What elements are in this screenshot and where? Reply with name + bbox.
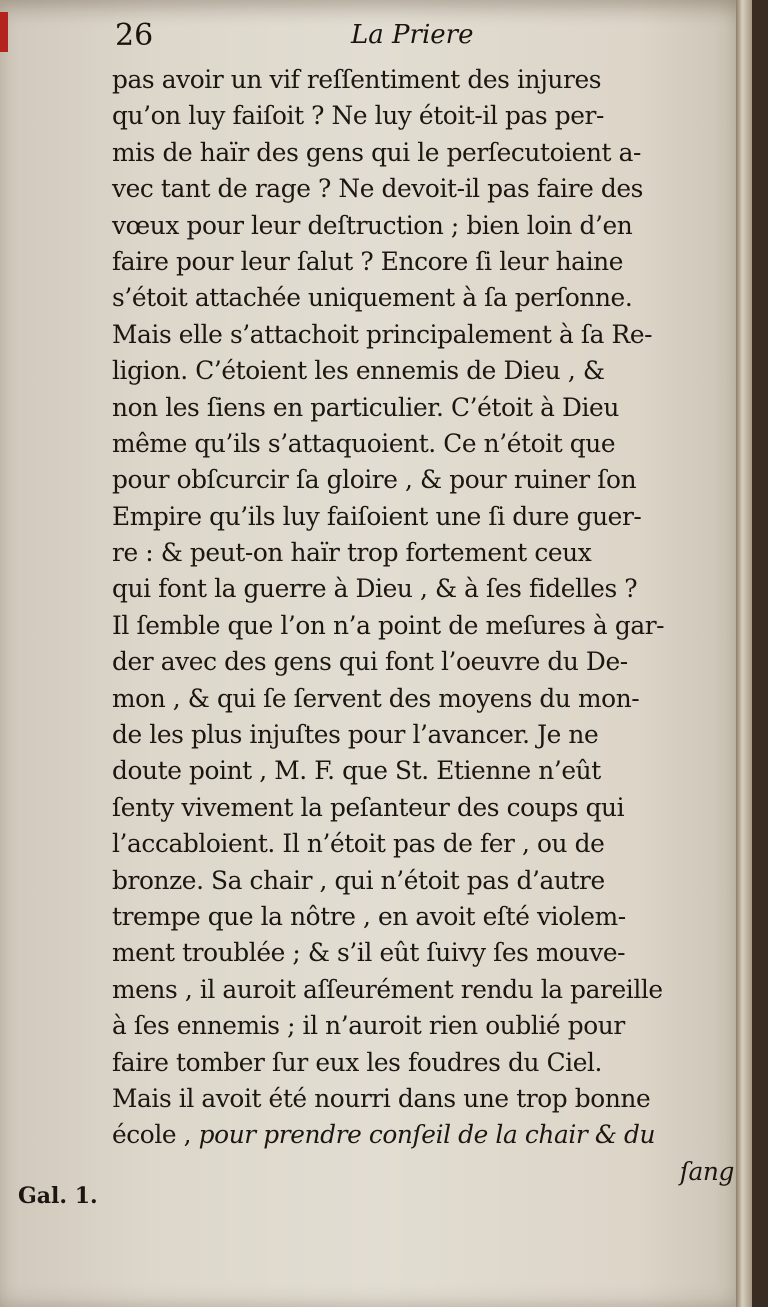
text-line: Mais elle s’attachoit principalement à ſa Re- [112, 319, 653, 349]
text-line: Empire qu’ils luy faiſoient une ſi dure guer- [112, 501, 642, 531]
text-line-mixed [112, 1117, 740, 1153]
text-line: faire pour leur ſalut ? Encore ſi leur haine [112, 246, 624, 276]
text-italic-quote: pour prendre conſeil de la chair & du [198, 1120, 656, 1150]
margin-reference: Gal. 1. [18, 1183, 98, 1209]
text-roman: école , [112, 1120, 199, 1150]
text-line: même qu’ils s’attaquoient. Ce n’étoit que [112, 428, 616, 458]
text-line: ligion. C’étoient les ennemis de Dieu , & [112, 356, 605, 386]
text-line: ſenty vivement la peſanteur des coups qui [112, 792, 625, 822]
text-line: doute point , M. F. que St. Etienne n’eût [112, 756, 601, 786]
page-header [115, 18, 715, 58]
text-line: qui font la guerre à Dieu , & à ſes fidelles ? [112, 574, 638, 604]
text-line: vec tant de rage ? Ne devoit-il pas faire des [112, 174, 643, 204]
text-line: de les plus injuſtes pour l’avancer. Je ne [112, 720, 599, 750]
text-line: pas avoir un vif reſſentiment des injures [112, 65, 602, 94]
text-line: qu’on luy faiſoit ? Ne luy étoit-il pas per- [112, 101, 604, 131]
text-line: à ſes ennemis ; il n’auroit rien oublié pour [112, 1011, 625, 1041]
text-line: bronze. Sa chair , qui n’étoit pas d’autre [112, 865, 605, 895]
text-line: faire tomber ſur eux les foudres du Ciel. [112, 1047, 603, 1077]
text-line: non les ſiens en particulier. C’étoit à Dieu [112, 392, 619, 422]
text-line: trempe que la nôtre , en avoit eſté violem- [112, 901, 626, 931]
text-line: l’accabloient. Il n’étoit pas de fer , ou de [112, 829, 605, 859]
text-line: mens , il auroit aſſeurément rendu la pareille [112, 974, 663, 1004]
text-line: vœux pour leur deſtruction ; bien loin d’en [112, 210, 633, 240]
body-text [112, 62, 740, 1190]
page-number: 26 [115, 18, 154, 53]
text-line: Il ſemble que l’on n’a point de meſures à gar- [112, 610, 665, 640]
text-line: s’étoit attachée uniquement à ſa perſonne. [112, 283, 633, 313]
running-title: La Priere [351, 20, 474, 50]
text-line: pour obſcurcir ſa gloire , & pour ruiner ſon [112, 465, 637, 495]
text-line: ment troublée ; & s’il eût ſuivy ſes mouve- [112, 938, 626, 968]
bookmark-ribbon [0, 12, 8, 52]
text-line: re : & peut-on haïr trop fortement ceux [112, 538, 592, 568]
catchword: ſang [679, 1156, 734, 1186]
text-line: Mais il avoit été nourri dans une trop bonne [112, 1083, 651, 1113]
text-line: mon , & qui ſe ſervent des moyens du mon- [112, 683, 640, 713]
text-line: mis de haïr des gens qui le perſecutoient a- [112, 137, 642, 167]
text-line: der avec des gens qui font l’oeuvre du De- [112, 647, 628, 677]
